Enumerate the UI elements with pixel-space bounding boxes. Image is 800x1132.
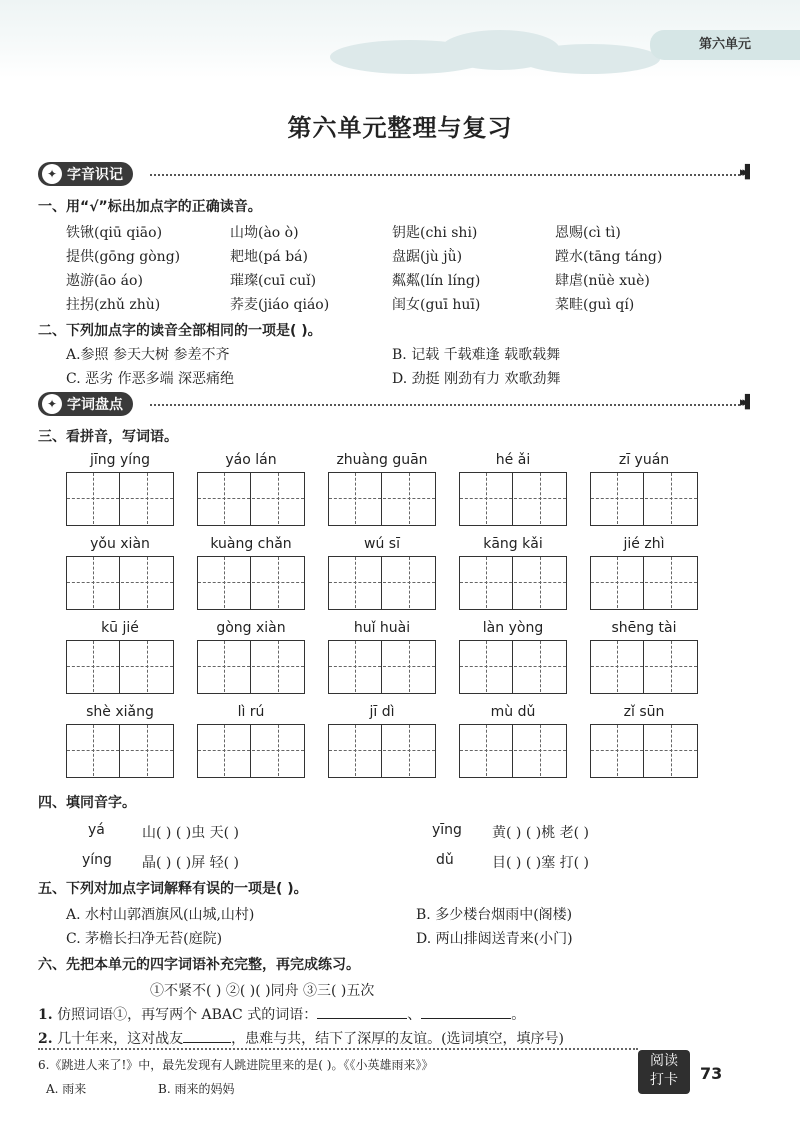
q4-row1-right[interactable]: 黄( ) ( )桃 老( ) [492,825,590,841]
arrow-icon: ▸▸▌ [740,165,752,180]
writing-grid[interactable] [197,640,305,694]
q5-option-a: A. 水村山郭酒旗风(山城,山村) [66,907,255,923]
writing-cell[interactable] [198,473,250,524]
q6-sub2: 2. 几十年来，这对战友 ，患难与共，结下了深厚的友谊。(选词填空，填序号) [38,1031,565,1047]
writing-cell[interactable] [121,725,173,776]
writing-grid[interactable] [328,472,436,526]
pinyin-prompt: yáo lán [225,452,277,468]
writing-grid[interactable] [328,724,436,778]
question-4-label: 四、填同音字。 [38,795,136,811]
pinyin-prompt: mù dǔ [490,704,536,720]
q1-item: 菜畦(guì qí) [555,297,635,313]
writing-cell[interactable] [591,557,643,608]
writing-cell[interactable] [121,641,173,692]
q5-option-b: B. 多少楼台烟雨中(阁楼) [416,907,573,923]
writing-grid[interactable] [590,556,698,610]
writing-grid[interactable] [66,640,174,694]
page-title: 第六单元整理与复习 [287,114,513,142]
writing-cell[interactable] [460,641,512,692]
writing-cell[interactable] [460,473,512,524]
writing-grid[interactable] [328,640,436,694]
question-6-label: 六、先把本单元的四字词语补充完整，再完成练习。 [38,957,360,973]
q6-items[interactable]: ①不紧不( ) ②( )( )同舟 ③三( )五次 [150,983,375,999]
pinyin-prompt: lì rú [237,704,265,720]
pinyin-prompt: kāng kǎi [483,536,543,552]
q4-row1-right-pinyin: yīng [432,822,462,838]
writing-grid[interactable] [66,724,174,778]
q2-option-b: B. 记载 千载难逢 载歌载舞 [392,347,561,363]
q1-item: 肆虐(nüè xuè) [555,273,650,289]
reading-option-b: B. 雨来的妈妈 [158,1082,235,1096]
writing-cell[interactable] [383,641,435,692]
writing-cell[interactable] [67,473,119,524]
q4-row1-left[interactable]: 山( ) ( )虫 天( ) [142,825,240,841]
writing-cell[interactable] [645,641,697,692]
writing-cell[interactable] [514,557,566,608]
writing-grid[interactable] [459,724,567,778]
writing-cell[interactable] [198,725,250,776]
pinyin-prompt: shēng tài [611,620,677,636]
q1-item: 蹚水(tāng táng) [555,249,663,265]
writing-cell[interactable] [645,557,697,608]
writing-cell[interactable] [591,473,643,524]
q4-row2-left[interactable]: 晶( ) ( )屏 轻( ) [142,855,240,871]
writing-cell[interactable] [383,725,435,776]
writing-cell[interactable] [460,725,512,776]
writing-cell[interactable] [514,641,566,692]
q2-option-a: A.参照 参天大树 参差不齐 [66,347,230,363]
writing-grid[interactable] [459,640,567,694]
reading-option-a: A. 雨来 [46,1082,87,1096]
lightbulb-icon: ✦ [42,394,62,414]
pinyin-prompt: huǐ huài [353,620,411,636]
writing-cell[interactable] [514,473,566,524]
q2-option-c: C. 恶劣 作恶多端 深恶痛绝 [66,371,235,387]
writing-cell[interactable] [645,725,697,776]
section-header-vocabulary: ✦ 字词盘点 ▸▸▌ [38,392,778,418]
writing-grid[interactable] [590,472,698,526]
question-5-label: 五、下列对加点字词解释有误的一项是( )。 [38,881,308,897]
answer-blank[interactable] [317,1018,407,1019]
q1-item: 恩赐(cì tì) [555,225,621,241]
writing-grid[interactable] [590,724,698,778]
pinyin-prompt: kuàng chǎn [210,536,292,552]
pinyin-prompt: jīng yíng [90,452,150,468]
writing-grid[interactable] [197,472,305,526]
writing-cell[interactable] [121,473,173,524]
pinyin-prompt: yǒu xiàn [90,536,150,552]
pinyin-prompt: gòng xiàn [216,620,286,636]
writing-grid[interactable] [66,472,174,526]
pinyin-prompt: zī yuán [618,452,670,468]
q2-option-d: D. 劲挺 刚劲有力 欢歌劲舞 [392,371,561,387]
writing-cell[interactable] [645,473,697,524]
answer-blank[interactable] [183,1042,231,1043]
writing-grid[interactable] [459,556,567,610]
arrow-icon: ▸▸▌ [740,395,752,410]
writing-cell[interactable] [329,725,381,776]
q1-item: 璀璨(cuī cuǐ) [230,273,317,289]
q6-sub1: 1. 仿照词语①，再写两个 ABAC 式的词语： 、 。 [38,1007,526,1023]
q1-item: 闺女(guī huī) [392,297,481,313]
writing-cell[interactable] [591,725,643,776]
q1-item: 粼粼(lín líng) [392,273,481,289]
writing-cell[interactable] [198,557,250,608]
writing-cell[interactable] [383,473,435,524]
q1-item: 拄拐(zhǔ zhù) [66,297,161,313]
page-number: 73 [700,1064,723,1083]
pinyin-prompt: jié zhì [623,536,665,552]
q1-item: 盘踞(jù jǜ) [392,249,463,265]
q4-row1-left-pinyin: yá [88,822,105,838]
writing-grid[interactable] [197,724,305,778]
q1-item: 钥匙(chi shi) [392,225,478,241]
writing-cell[interactable] [252,641,304,692]
q1-item: 耙地(pá bá) [230,249,308,265]
reading-checkin-badge: 阅读 打卡 [638,1050,690,1094]
writing-cell[interactable] [198,641,250,692]
q4-row2-left-pinyin: yíng [82,852,112,868]
question-3-label: 三、看拼音，写词语。 [38,429,178,445]
q4-row2-right[interactable]: 目( ) ( )塞 打( ) [492,855,590,871]
writing-cell[interactable] [383,557,435,608]
writing-cell[interactable] [460,557,512,608]
pinyin-prompt: zhuàng guān [336,452,428,468]
writing-cell[interactable] [252,473,304,524]
q1-item: 铁锹(qiū qiāo) [66,225,163,241]
pinyin-prompt: kū jié [101,620,139,636]
q1-item: 荞麦(jiáo qiáo) [230,297,330,313]
writing-cell[interactable] [67,557,119,608]
writing-grid[interactable] [328,556,436,610]
q1-item: 遨游(āo áo) [66,273,143,289]
writing-cell[interactable] [329,557,381,608]
pinyin-prompt: zǐ sūn [623,704,665,720]
writing-grid[interactable] [459,472,567,526]
writing-cell[interactable] [252,725,304,776]
writing-cell[interactable] [514,725,566,776]
pinyin-prompt: hé ǎi [495,452,531,468]
writing-cell[interactable] [121,557,173,608]
pinyin-prompt: wú sī [364,536,400,552]
q4-row2-right-pinyin: dǔ [436,852,454,868]
lightbulb-icon: ✦ [42,164,62,184]
q5-option-c: C. 茅檐长扫净无苔(庭院) [66,931,223,947]
q1-item: 提供(gōng gòng) [66,249,181,265]
writing-grid[interactable] [590,640,698,694]
writing-cell[interactable] [252,557,304,608]
question-1-label: 一、用“√”标出加点字的正确读音。 [38,199,262,215]
writing-grid[interactable] [66,556,174,610]
answer-blank[interactable] [421,1018,511,1019]
pinyin-prompt: shè xiǎng [86,704,154,720]
writing-grid[interactable] [197,556,305,610]
writing-cell[interactable] [67,725,119,776]
unit-tag: 第六单元 [650,30,800,60]
pinyin-prompt: jī dì [369,704,395,720]
q1-item: 山坳(ào ò) [230,225,299,241]
writing-cell[interactable] [591,641,643,692]
writing-cell[interactable] [67,641,119,692]
question-2-label: 二、下列加点字的读音全部相同的一项是( )。 [38,323,322,339]
footer-divider [38,1048,638,1050]
section-header-pronunciation: ✦ 字音识记 ▸▸▌ [38,162,778,188]
writing-cell[interactable] [329,473,381,524]
writing-cell[interactable] [329,641,381,692]
q5-option-d: D. 两山排闼送青来(小门) [416,931,573,947]
reading-question: 6.《跳进人来了!》中，最先发现有人跳进院里来的是( )。《《小英雄雨来》》 [38,1058,434,1072]
pinyin-prompt: làn yòng [482,620,544,636]
